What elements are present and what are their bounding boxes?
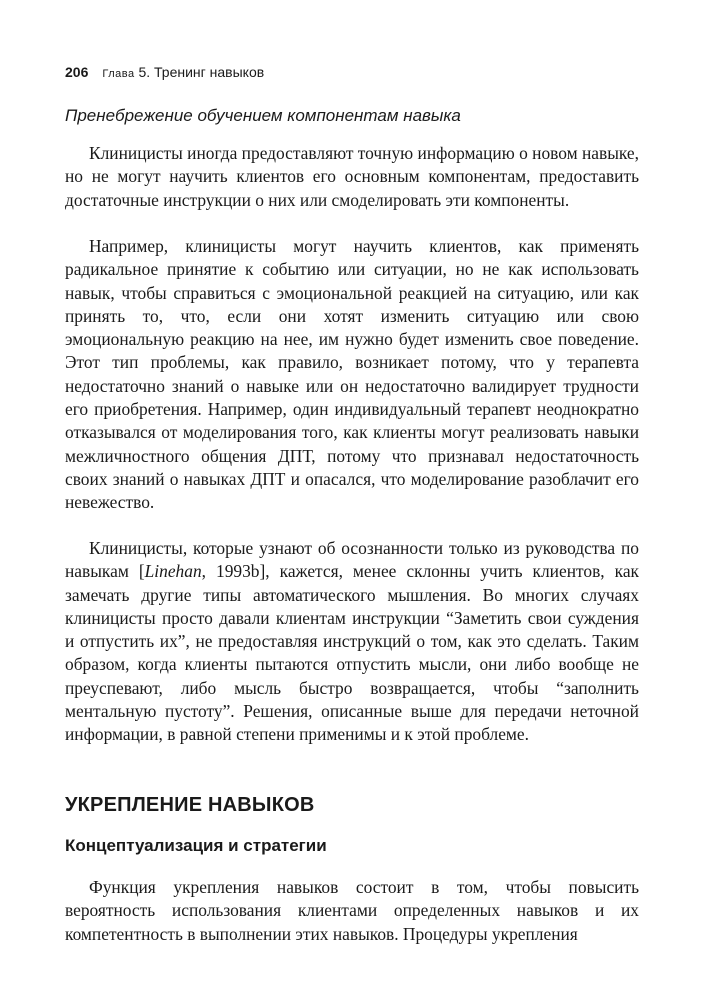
paragraph-3-text-start: Клиницисты, которые узнают об осознанности только из руководства по навыкам [ xyxy=(65,538,639,582)
italic-subheading: Пренебрежение обучением компонентам навыка xyxy=(65,106,461,125)
chapter-title: 5. Тренинг навыков xyxy=(138,64,265,80)
paragraph-1: Клиницисты иногда предоставляют точную информацию о новом навыке, но не могут научить клиентов его основным компонентам, предоставить достаточные инструкции о них или смоделировать эти компоненты. xyxy=(65,143,639,210)
page-number: 206 xyxy=(65,64,89,80)
citation-author: Linehan xyxy=(144,561,202,582)
section-heading: УКРЕПЛЕНИЕ НАВЫКОВ xyxy=(65,794,315,816)
subsection-heading: Концептуализация и стратегии xyxy=(65,836,327,855)
paragraph-3-text-end: , 1993b], кажется, менее склонны учить клиентов, как замечать другие типы автоматического мышления. Во многих случаях клиницисты просто давали клиентам инструкции “Заметить свои суждения и отпустить их”, не предоставляя инструкций о том, как это сделать. Таким образом, когда клиенты пытаются отпустить мысли, они либо вообще не преуспевают, либо мысль быстро возвращается, чтобы “заполнить ментальную пустоту”. Решения, описанные выше для передачи неточной информации, в равной степени применимы и к этой проблеме. xyxy=(65,561,639,745)
paragraph-4: Функция укрепления навыков состоит в том, чтобы повысить вероятность использования клиентами определенных навыков и их компетентность в выполнении этих навыков. Процедуры укрепления xyxy=(65,877,639,944)
chapter-prefix: Глава xyxy=(102,68,135,80)
running-head xyxy=(65,64,264,80)
paragraph-2: Например, клиницисты могут научить клиентов, как применять радикальное принятие к событию или ситуации, но не как использовать навык, чтобы справиться с эмоциональной реакцией на ситуацию, или как принять то, что, если они хотят изменить ситуацию или свою эмоциональную реакцию на нее, им нужно будет изменить свое поведение. Этот тип проблемы, как правило, возникает потому, что у терапевта недостаточно знаний о навыке или он недостаточно валидирует трудности его приобретения. Например, один индивидуальный терапевт неоднократно отказывался от моделирования того, как клиенты могут реализовать навыки межличностного общения ДПТ, потому что признавал недостаточность своих знаний о навыках ДПТ и опасался, что моделирование разоблачит его невежество. xyxy=(65,236,639,513)
paragraph-3 xyxy=(65,537,639,747)
